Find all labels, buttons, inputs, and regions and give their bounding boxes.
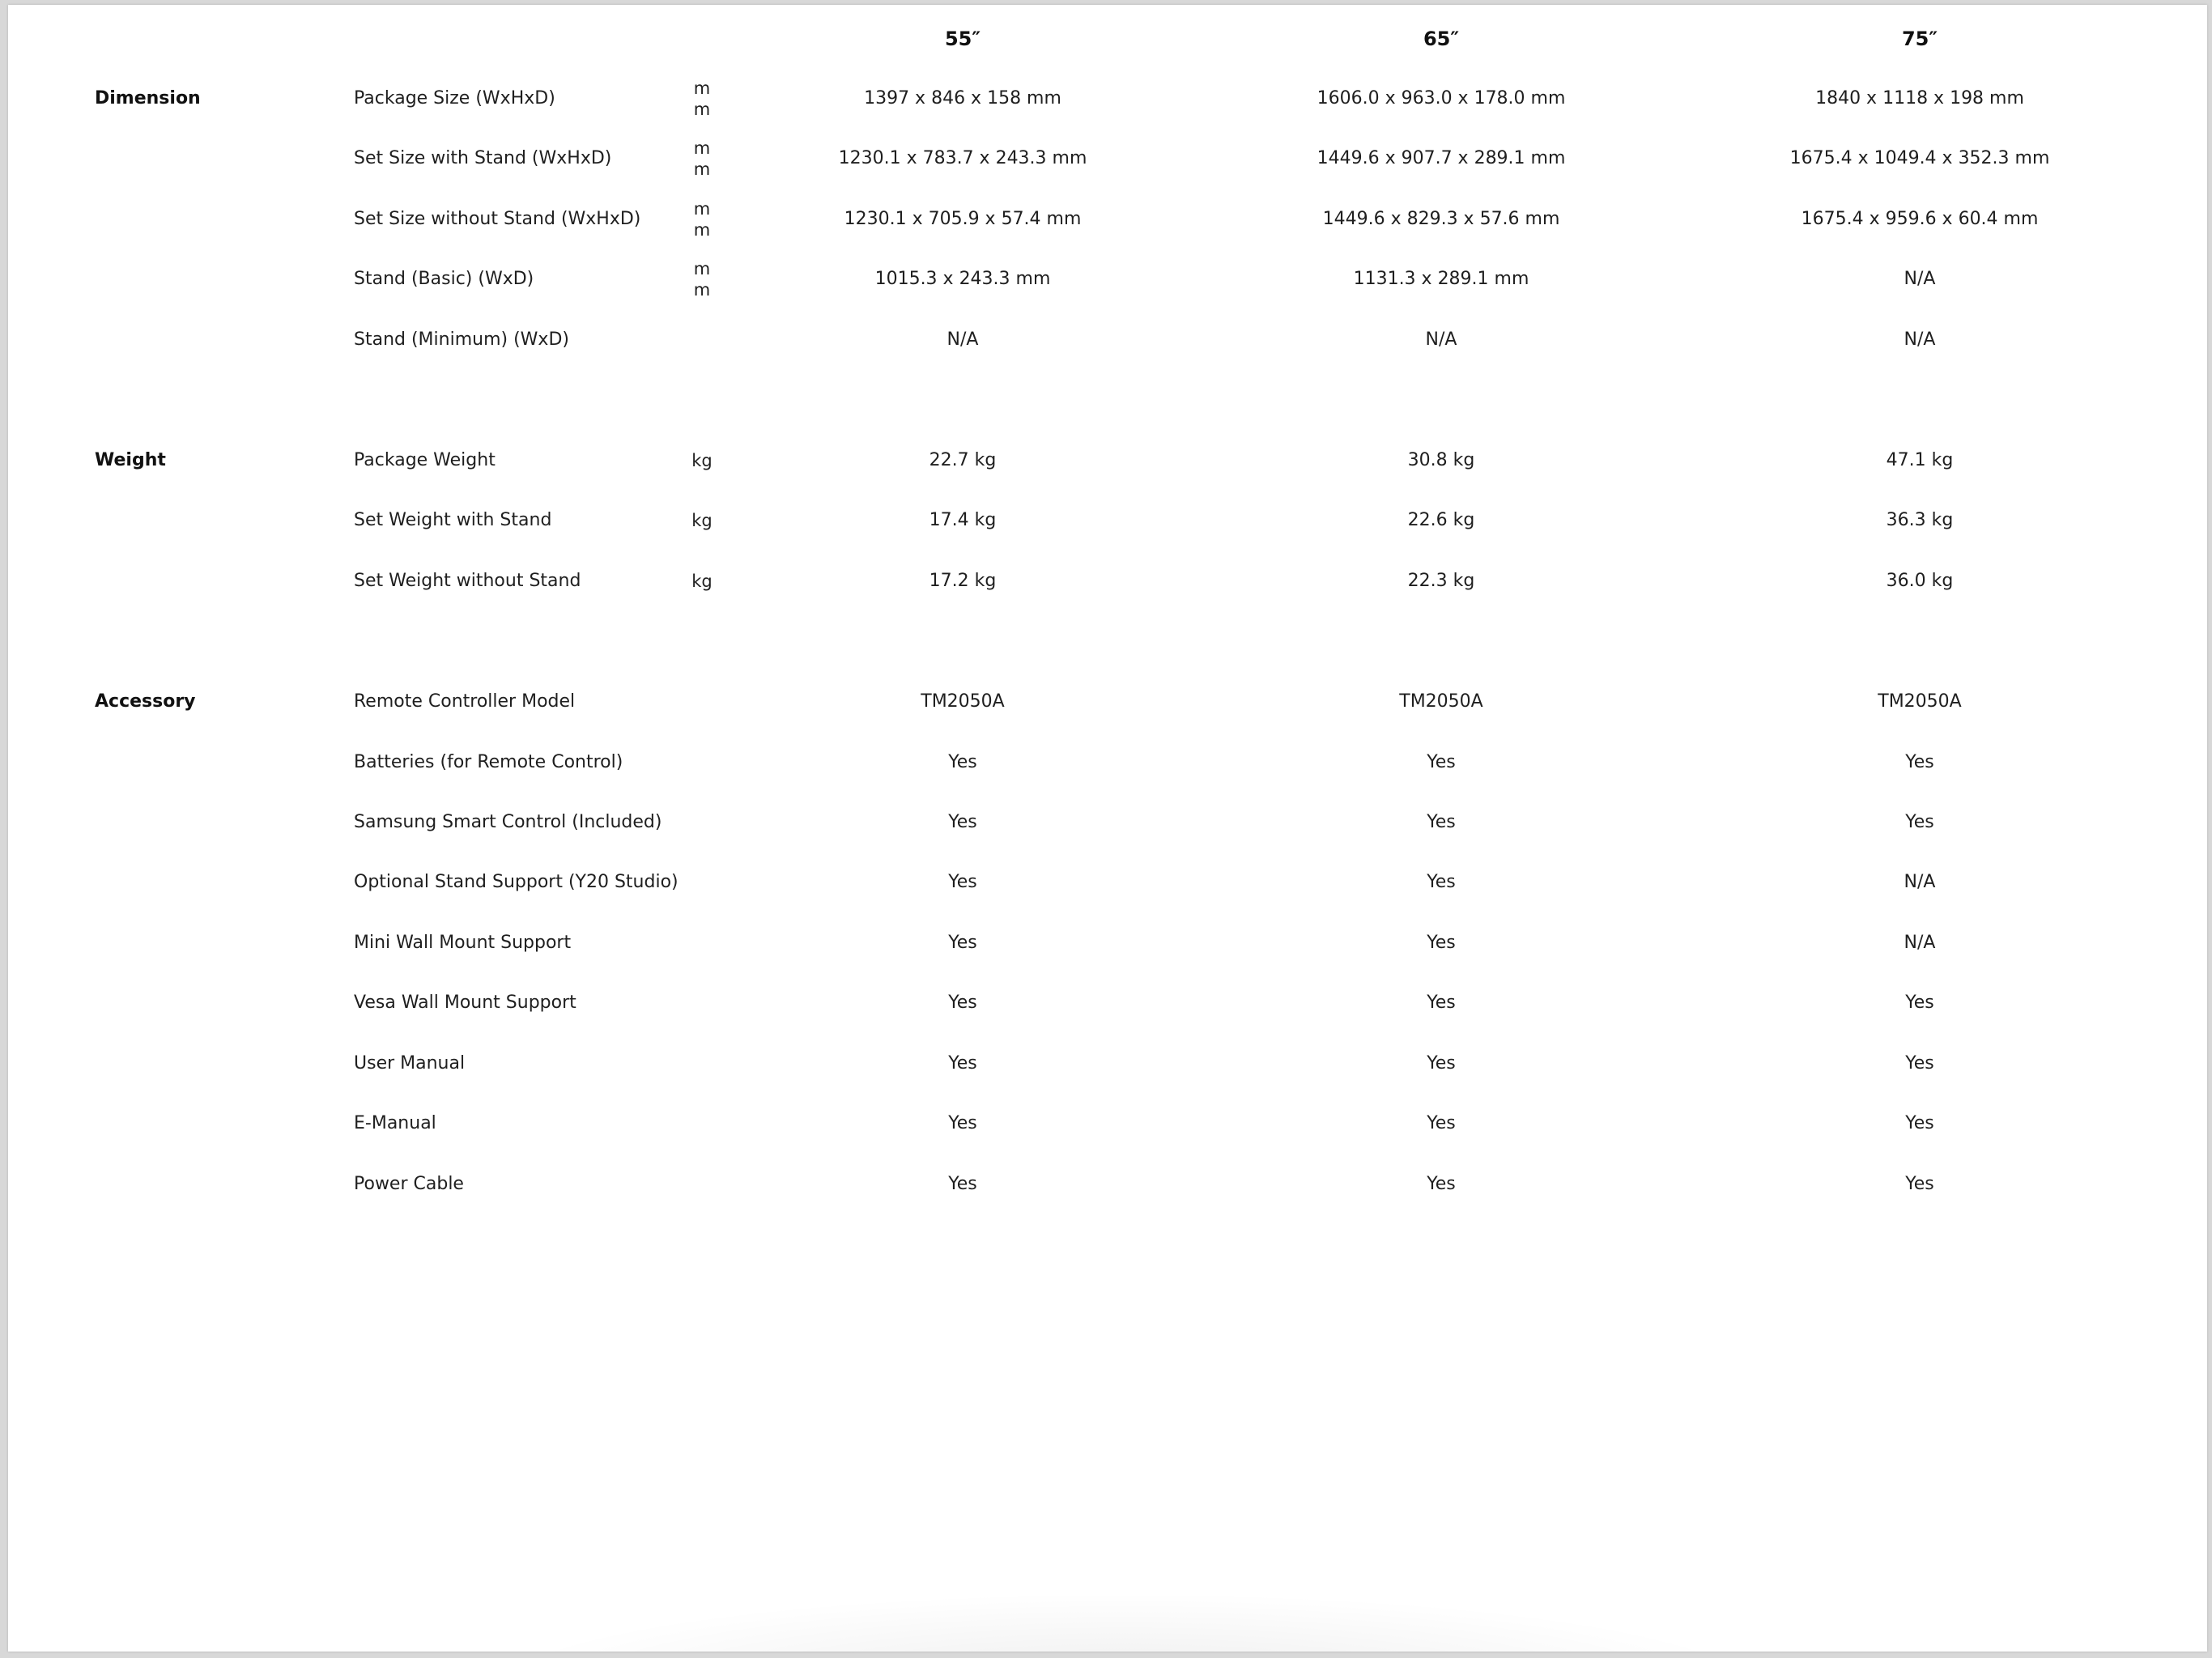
value-55: 1015.3 x 243.3 mm — [874, 269, 1051, 289]
value-55: Yes — [948, 812, 977, 832]
value-65: 30.8 kg — [1407, 450, 1475, 470]
value-55: 17.2 kg — [929, 571, 997, 591]
value-55: 17.4 kg — [929, 510, 997, 530]
row-unit: mm — [693, 199, 711, 240]
value-55: TM2050A — [921, 691, 1005, 712]
value-75: 1840 x 1118 x 198 mm — [1815, 88, 2024, 108]
value-55: Yes — [948, 872, 977, 892]
row-unit: mm — [693, 138, 711, 179]
value-75: 36.3 kg — [1886, 510, 1954, 530]
row-name: Set Weight with Stand — [354, 510, 552, 530]
row-name: Optional Stand Support (Y20 Studio) — [354, 872, 678, 892]
row-unit: kg — [691, 451, 713, 470]
value-75: N/A — [1904, 269, 1936, 289]
value-75: Yes — [1905, 1113, 1934, 1133]
table-row — [8, 329, 2207, 400]
value-75: Yes — [1905, 993, 1934, 1013]
value-55: N/A — [946, 329, 979, 350]
row-name: E-Manual — [354, 1113, 436, 1133]
value-55: 22.7 kg — [929, 450, 997, 470]
value-75: Yes — [1905, 1053, 1934, 1073]
value-75: N/A — [1904, 933, 1936, 953]
column-header-65: 65″ — [1423, 28, 1460, 50]
row-name: Power Cable — [354, 1174, 464, 1194]
value-75: 1675.4 x 1049.4 x 352.3 mm — [1789, 148, 2050, 168]
row-name: Package Weight — [354, 450, 496, 470]
value-75: 36.0 kg — [1886, 571, 1954, 591]
value-75: Yes — [1905, 752, 1934, 772]
spec-page — [8, 5, 2207, 1652]
value-75: 1675.4 x 959.6 x 60.4 mm — [1801, 209, 2039, 229]
value-65: TM2050A — [1399, 691, 1483, 712]
row-name: Remote Controller Model — [354, 691, 576, 712]
value-75: 47.1 kg — [1886, 450, 1954, 470]
row-unit: kg — [691, 572, 713, 591]
value-65: Yes — [1427, 1053, 1456, 1073]
row-name: Mini Wall Mount Support — [354, 933, 572, 953]
value-75: N/A — [1904, 329, 1936, 350]
row-name: Vesa Wall Mount Support — [354, 993, 576, 1013]
row-name: Set Size without Stand (WxHxD) — [354, 209, 641, 229]
page-bottom-shadow — [478, 1592, 1773, 1652]
value-55: Yes — [948, 1174, 977, 1194]
row-name: Set Weight without Stand — [354, 571, 581, 591]
table-row — [8, 571, 2207, 641]
value-55: Yes — [948, 1053, 977, 1073]
value-65: Yes — [1427, 933, 1456, 953]
value-75: N/A — [1904, 872, 1936, 892]
row-unit: kg — [691, 511, 713, 530]
value-75: TM2050A — [1878, 691, 1962, 712]
value-75: Yes — [1905, 1174, 1934, 1194]
value-65: Yes — [1427, 812, 1456, 832]
value-65: Yes — [1427, 1174, 1456, 1194]
value-65: 22.6 kg — [1407, 510, 1475, 530]
value-65: N/A — [1425, 329, 1457, 350]
value-75: Yes — [1905, 812, 1934, 832]
value-55: Yes — [948, 993, 977, 1013]
value-65: Yes — [1427, 1113, 1456, 1133]
value-65: Yes — [1427, 752, 1456, 772]
value-65: 1449.6 x 829.3 x 57.6 mm — [1322, 209, 1560, 229]
value-65: Yes — [1427, 993, 1456, 1013]
value-65: 22.3 kg — [1407, 571, 1475, 591]
value-55: 1230.1 x 783.7 x 243.3 mm — [838, 148, 1087, 168]
row-unit: mm — [693, 79, 711, 119]
value-55: 1230.1 x 705.9 x 57.4 mm — [844, 209, 1082, 229]
column-header-75: 75″ — [1901, 28, 1938, 50]
row-name: Batteries (for Remote Control) — [354, 752, 623, 772]
row-name: Set Size with Stand (WxHxD) — [354, 148, 612, 168]
row-name: Stand (Basic) (WxD) — [354, 269, 534, 289]
row-name: Samsung Smart Control (Included) — [354, 812, 662, 832]
section-label: Dimension — [95, 88, 201, 108]
value-65: 1449.6 x 907.7 x 289.1 mm — [1317, 148, 1566, 168]
table-row — [8, 1174, 2207, 1244]
row-name: User Manual — [354, 1053, 466, 1073]
value-55: 1397 x 846 x 158 mm — [864, 88, 1061, 108]
row-name: Package Size (WxHxD) — [354, 88, 555, 108]
value-55: Yes — [948, 933, 977, 953]
value-65: 1131.3 x 289.1 mm — [1353, 269, 1529, 289]
section-label: Weight — [95, 450, 166, 470]
row-unit: mm — [693, 259, 711, 300]
value-55: Yes — [948, 752, 977, 772]
row-name: Stand (Minimum) (WxD) — [354, 329, 569, 350]
value-65: Yes — [1427, 872, 1456, 892]
value-55: Yes — [948, 1113, 977, 1133]
value-65: 1606.0 x 963.0 x 178.0 mm — [1317, 88, 1566, 108]
column-header-55: 55″ — [944, 28, 981, 50]
section-label: Accessory — [95, 691, 196, 712]
